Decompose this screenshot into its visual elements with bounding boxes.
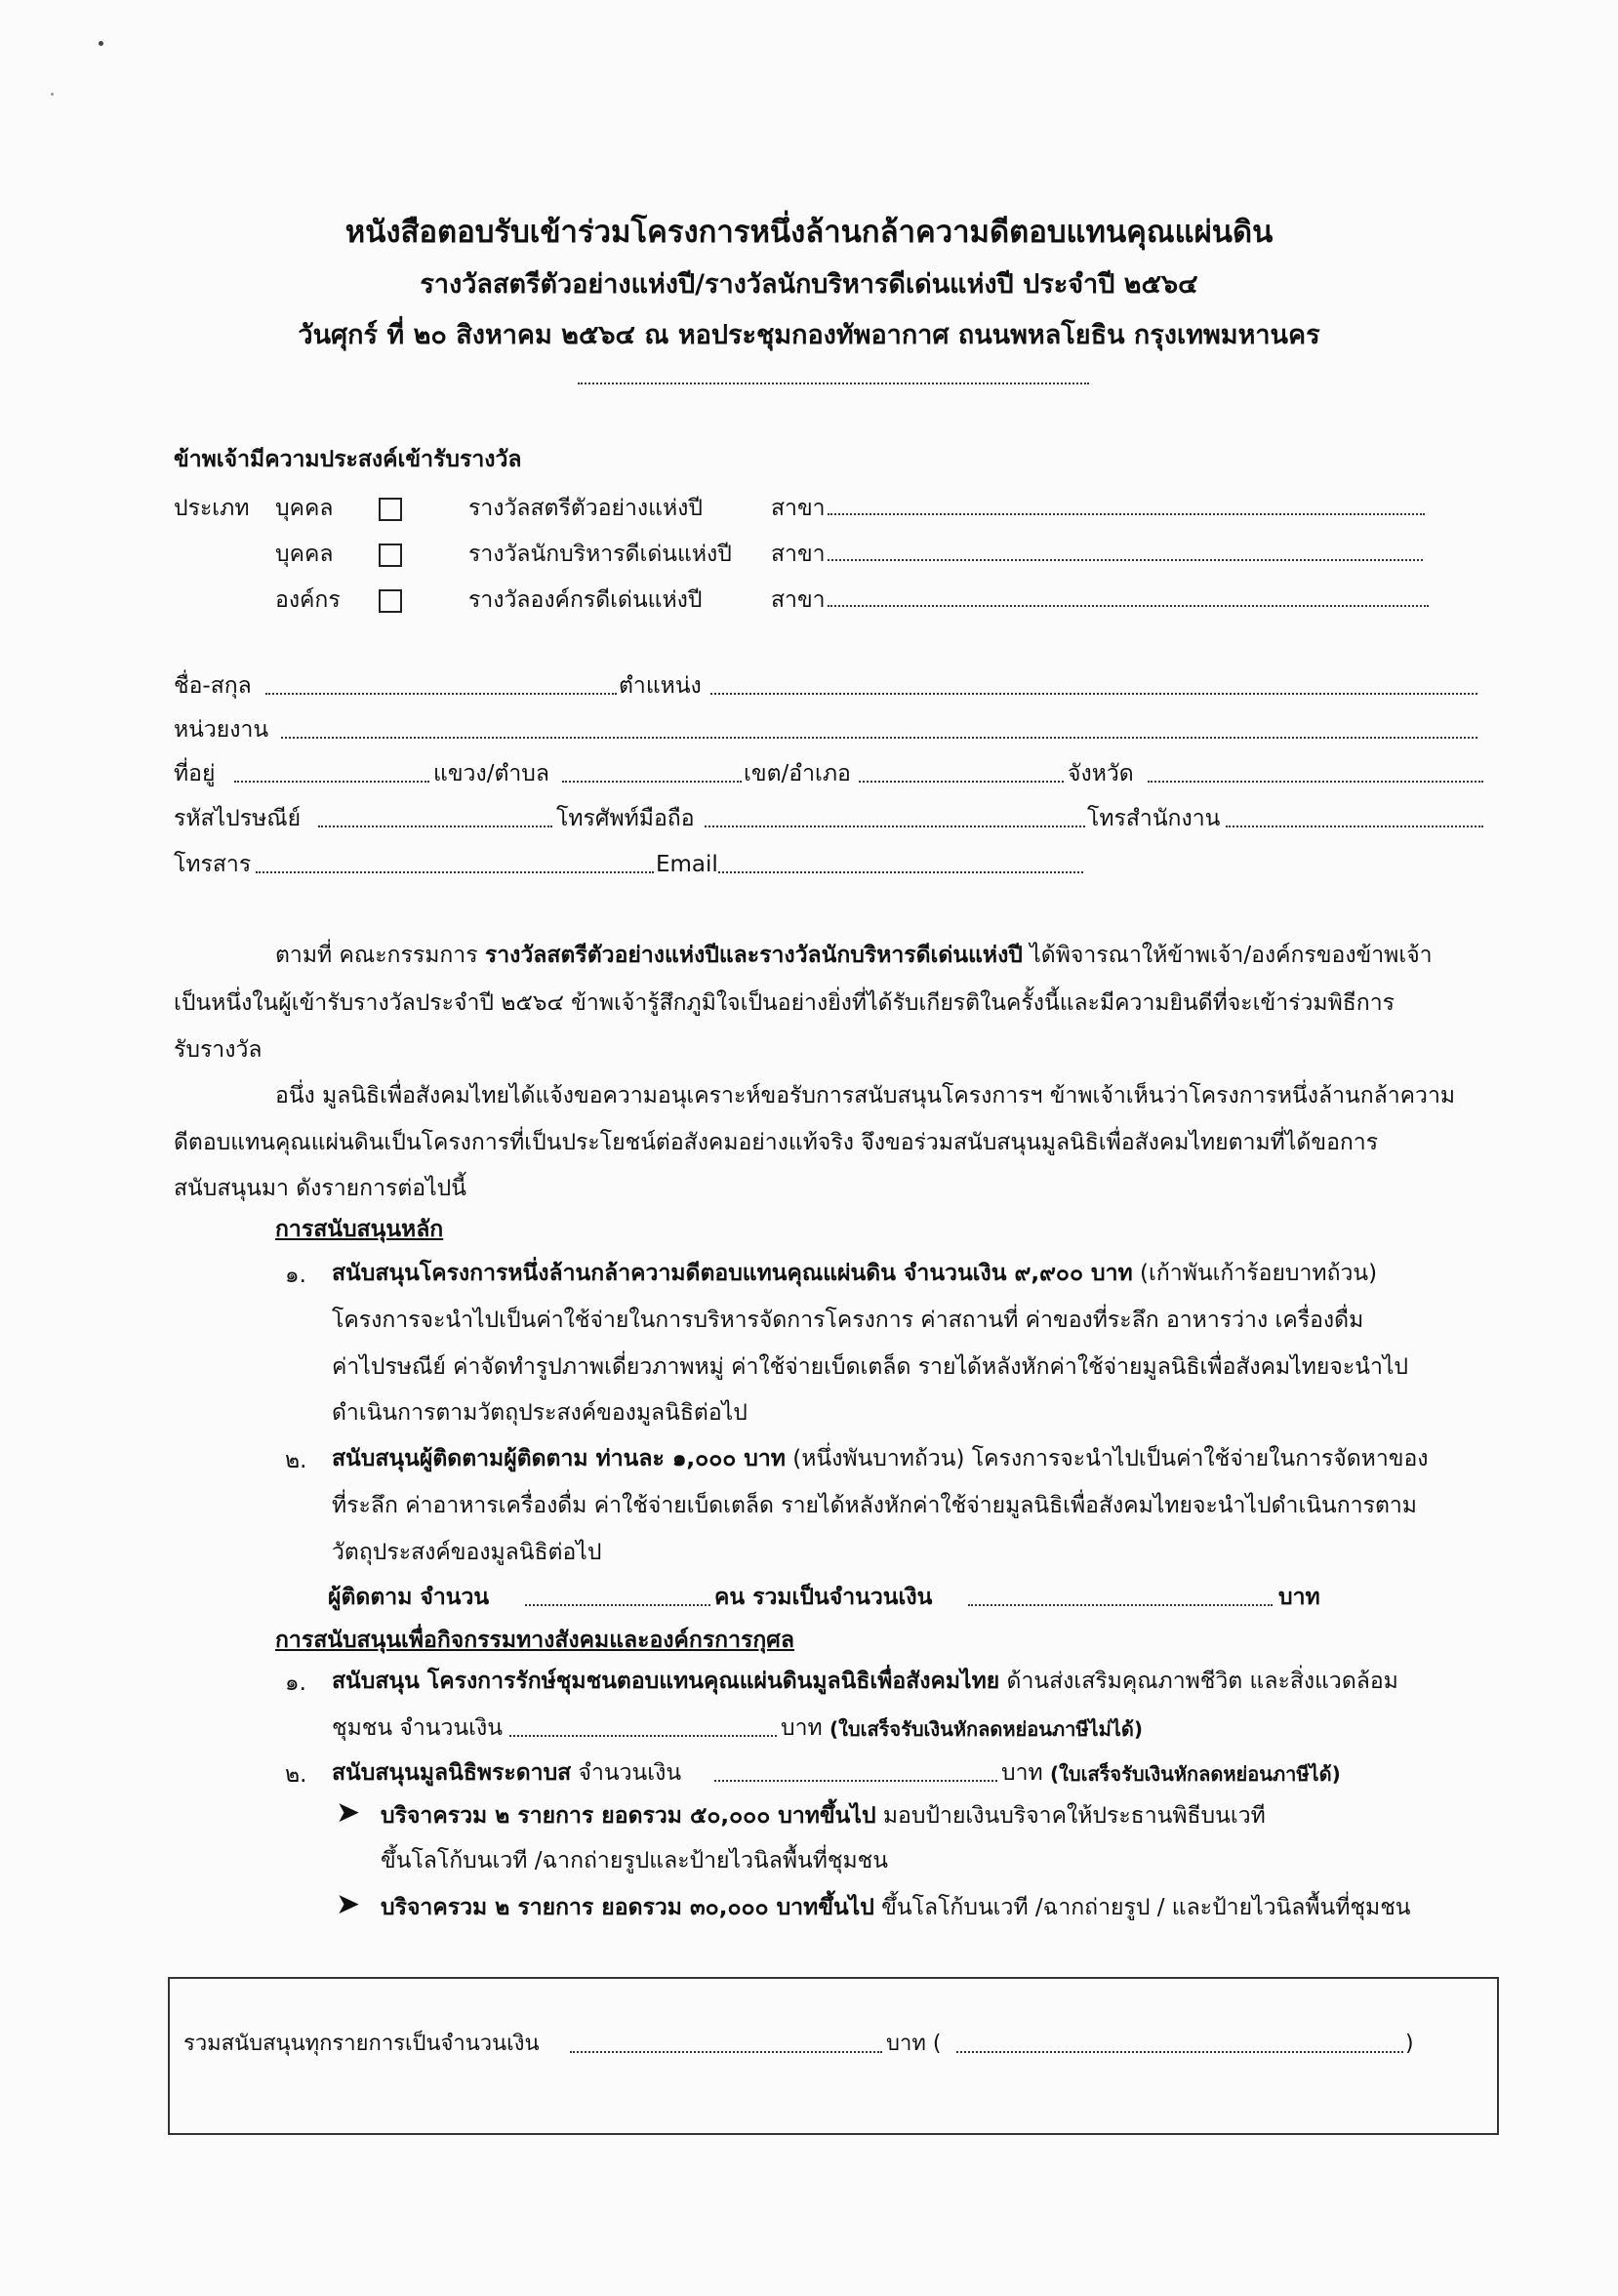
fax-field[interactable] xyxy=(256,871,654,873)
option-branch-field-2[interactable] xyxy=(828,559,1423,561)
total-amount-field[interactable] xyxy=(570,2051,882,2053)
paragraph-1-line-1 xyxy=(275,943,1433,970)
main-item-1-line-2: โครงการจะนำไปเป็นค่าใช้จ่ายในการบริหารจัดการโครงการ ค่าสถานที่ ค่าของที่ระลึก อาหารว่าง เครื่องดื่ม xyxy=(332,1308,1364,1333)
email-field[interactable] xyxy=(718,871,1083,873)
social-item-1-amount-field[interactable] xyxy=(509,1735,777,1737)
district-field[interactable] xyxy=(859,781,1064,783)
option-award-3: รางวัลองค์กรดีเด่นแห่งปี xyxy=(468,587,703,613)
social-item-1-number: ๑. xyxy=(285,1671,306,1696)
social-item-1-baht: บาท xyxy=(781,1715,823,1741)
tier-1-title: บริจาครวม ๒ รายการ ยอดรวม ๕๐,๐๐๐ บาทขึ้นไป xyxy=(381,1803,876,1829)
district-label: เขต/อำเภอ xyxy=(744,761,851,786)
main-item-1-title: สนับสนุนโครงการหนึ่งล้านกล้าความดีตอบแทนคุณแผ่นดิน จำนวนเงิน ๙,๙๐๐ บาท xyxy=(332,1261,1133,1286)
page-subtitle: รางวัลสตรีตัวอย่างแห่งปี/รางวัลนักบริหารดีเด่นแห่งปี ประจำปี ๒๕๖๔ xyxy=(420,269,1198,300)
followers-baht-label: บาท xyxy=(1278,1585,1320,1610)
tier-1-line-2: ขึ้นโลโก้บนเวที /ฉากถ่ายรูปและป้ายไวนิลพื้นที่ชุมชน xyxy=(381,1848,888,1873)
type-label: ประเภท xyxy=(174,496,250,521)
agency-field[interactable] xyxy=(281,737,1477,739)
social-item-1-note: (ใบเสร็จรับเงินหักลดหย่อนภาษีไม่ได้) xyxy=(829,1717,1143,1741)
option-branch-label-3: สาขา xyxy=(771,587,826,613)
tier-1-benefit: มอบป้ายเงินบริจาคให้ประธานพิธีบนเวที xyxy=(875,1803,1266,1829)
option-branch-label-1: สาขา xyxy=(771,496,826,521)
social-item-2-baht: บาท xyxy=(1001,1760,1043,1786)
social-support-heading: การสนับสนุนเพื่อกิจกรรมทางสังคมและองค์กรการกุศล xyxy=(275,1628,794,1653)
office-phone-field[interactable] xyxy=(1226,826,1483,827)
social-item-2-number: ๒. xyxy=(285,1762,307,1788)
main-item-2-rest: (หนึ่งพันบาทถ้วน) โครงการจะนำไปเป็นค่าใช้จ่ายในการจัดหาของ xyxy=(785,1446,1429,1471)
option-checkbox-1[interactable] xyxy=(379,498,402,521)
social-item-2-line-1 xyxy=(332,1760,681,1788)
paragraph-1-tail: ได้พิจารณาให้ข้าพเจ้า/องค์กรของข้าพเจ้า xyxy=(1022,943,1433,968)
social-item-2-amount-label: จำนวนเงิน xyxy=(571,1760,682,1786)
header-dotted-rule xyxy=(578,383,1089,384)
main-item-1-number: ๑. xyxy=(285,1263,306,1288)
paragraph-2-line-1: อนึ่ง มูลนิธิเพื่อสังคมไทยได้แจ้งขอความอนุเคราะห์ขอรับการสนับสนุนโครงการฯ ข้าพเจ้าเห็นว่าโครงการหนึ่งล้านกล้าความ xyxy=(275,1083,1456,1108)
paragraph-1-lead: ตามที่ คณะกรรมการ xyxy=(275,943,485,968)
main-item-1-line-3: ค่าไปรษณีย์ ค่าจัดทำรูปภาพเดี่ยวภาพหมู่ ค่าใช้จ่ายเบ็ดเตล็ด รายได้หลังหักค่าใช้จ่ายมูลนิธิเพื่อสังคมไทยจะนำไป xyxy=(332,1354,1409,1380)
tier-2-arrow-icon: ➤ xyxy=(336,1887,361,1921)
option-checkbox-3[interactable] xyxy=(379,589,402,613)
page-title: หนังสือตอบรับเข้าร่วมโครงการหนึ่งล้านกล้าความดีตอบแทนคุณแผ่นดิน xyxy=(344,215,1274,250)
option-checkbox-2[interactable] xyxy=(379,544,402,567)
main-item-2-line-3: วัตถุประสงค์ของมูลนิธิต่อไป xyxy=(332,1540,602,1565)
event-line: วันศุกร์ ที่ ๒๐ สิงหาคม ๒๕๖๔ ณ หอประชุมกองทัพอากาศ ถนนพหลโยธิน กรุงเทพมหานคร xyxy=(298,320,1320,350)
mobile-field[interactable] xyxy=(705,826,1085,827)
subdistrict-field[interactable] xyxy=(562,781,742,783)
intent-heading: ข้าพเจ้ามีความประสงค์เข้ารับรางวัล xyxy=(174,447,522,472)
social-item-2-amount-field[interactable] xyxy=(714,1780,997,1782)
followers-count-field[interactable] xyxy=(525,1604,710,1606)
scan-speck xyxy=(51,93,54,96)
name-label: ชื่อ-สกุล xyxy=(174,673,252,699)
option-category-2: บุคคล xyxy=(275,542,334,567)
social-item-2-note: (ใบเสร็จรับเงินหักลดหย่อนภาษีได้) xyxy=(1050,1762,1341,1786)
total-words-field[interactable] xyxy=(956,2051,1403,2053)
address-label: ที่อยู่ xyxy=(174,761,216,786)
tier-1-line-1 xyxy=(381,1803,1266,1831)
option-branch-field-3[interactable] xyxy=(828,605,1429,607)
social-item-1-rest: ด้านส่งเสริมคุณภาพชีวิต และสิ่งแวดล้อม xyxy=(999,1669,1398,1694)
main-item-2-line-1 xyxy=(332,1446,1429,1473)
province-label: จังหวัด xyxy=(1068,761,1134,786)
main-item-2-title: สนับสนุนผู้ติดตามผู้ติดตาม ท่านละ ๑,๐๐๐ บาท xyxy=(332,1446,786,1471)
main-item-1-line-1 xyxy=(332,1261,1377,1288)
main-item-1-line-4: ดำเนินการตามวัตถุประสงค์ของมูลนิธิต่อไป xyxy=(332,1400,748,1426)
option-award-1: รางวัลสตรีตัวอย่างแห่งปี xyxy=(468,496,703,521)
mobile-label: โทรศัพท์มือถือ xyxy=(556,806,695,831)
option-branch-field-1[interactable] xyxy=(828,513,1425,515)
province-field[interactable] xyxy=(1148,781,1483,783)
agency-label: หน่วยงาน xyxy=(174,717,269,743)
position-field[interactable] xyxy=(710,693,1477,695)
main-item-2-line-2: ที่ระลึก ค่าอาหารเครื่องดื่ม ค่าใช้จ่ายเบ็ดเตล็ด รายได้หลังหักค่าใช้จ่ายมูลนิธิเพื่อสังคมไทยจะนำไปดำเนินการตาม xyxy=(332,1493,1417,1518)
paragraph-2-line-2: ดีตอบแทนคุณแผ่นดินเป็นโครงการที่เป็นประโยชน์ต่อสังคมอย่างแท้จริง จึงขอร่วมสนับสนุนมูลนิธิเพื่อสังคมไทยตามที่ได้ขอการ xyxy=(174,1130,1379,1155)
followers-persons-label: คน รวมเป็นจำนวนเงิน xyxy=(714,1585,933,1610)
tier-2-title: บริจาครวม ๒ รายการ ยอดรวม ๓๐,๐๐๐ บาทขึ้นไป xyxy=(381,1895,874,1920)
position-label: ตำแหน่ง xyxy=(619,673,702,699)
followers-amount-field[interactable] xyxy=(968,1604,1273,1606)
tier-2-benefit: ขึ้นโลโก้บนเวที /ฉากถ่ายรูป / และป้ายไวนิลพื้นที่ชุมชน xyxy=(873,1895,1411,1920)
tier-1-arrow-icon: ➤ xyxy=(336,1795,361,1830)
postcode-label: รหัสไปรษณีย์ xyxy=(174,806,302,831)
paragraph-1-line-2: เป็นหนึ่งในผู้เข้ารับรางวัลประจำปี ๒๕๖๔ ข้าพเจ้ารู้สึกภูมิใจเป็นอย่างยิ่งที่ได้รับเกียรติในครั้งนี้และมีความยินดีที่จะเข้าร่วมพิธีการ xyxy=(174,990,1395,1016)
social-item-1-amount-label: ชุมชน จำนวนเงิน xyxy=(332,1715,503,1741)
option-category-3: องค์กร xyxy=(275,587,341,613)
fax-label: โทรสาร xyxy=(174,852,252,877)
paragraph-1-line-3: รับรางวัล xyxy=(174,1037,263,1063)
option-branch-label-2: สาขา xyxy=(771,542,826,567)
total-label: รวมสนับสนุนทุกรายการเป็นจำนวนเงิน xyxy=(183,2032,540,2056)
name-field[interactable] xyxy=(265,693,617,695)
main-support-heading: การสนับสนุนหลัก xyxy=(275,1217,444,1242)
main-item-2-number: ๒. xyxy=(285,1448,307,1473)
office-phone-label: โทรสำนักงาน xyxy=(1087,806,1221,831)
scan-speck xyxy=(99,41,103,46)
social-item-1-title: สนับสนุน โครงการรักษ์ชุมชนตอบแทนคุณแผ่นดินมูลนิธิเพื่อสังคมไทย xyxy=(332,1669,1000,1694)
paragraph-2-line-3: สนับสนุนมา ดังรายการต่อไปนี้ xyxy=(174,1176,466,1201)
option-category-1: บุคคล xyxy=(275,496,334,521)
email-label: Email xyxy=(656,852,718,877)
tier-2-line-1 xyxy=(381,1895,1411,1922)
total-close-paren: ) xyxy=(1405,2032,1414,2056)
main-item-1-amount-words: (เก้าพันเก้าร้อยบาทถ้วน) xyxy=(1132,1261,1378,1286)
option-award-2: รางวัลนักบริหารดีเด่นแห่งปี xyxy=(468,542,732,567)
address-field[interactable] xyxy=(234,781,429,783)
social-item-1-line-1 xyxy=(332,1669,1398,1696)
social-item-2-title: สนับสนุนมูลนิธิพระดาบส xyxy=(332,1760,572,1786)
total-baht: บาท ( xyxy=(886,2032,942,2056)
followers-label: ผู้ติดตาม จำนวน xyxy=(328,1585,490,1610)
subdistrict-label: แขวง/ตำบล xyxy=(433,761,549,786)
paragraph-1-award-names: รางวัลสตรีตัวอย่างแห่งปีและรางวัลนักบริหารดีเด่นแห่งปี xyxy=(484,943,1023,968)
postcode-field[interactable] xyxy=(318,826,552,827)
